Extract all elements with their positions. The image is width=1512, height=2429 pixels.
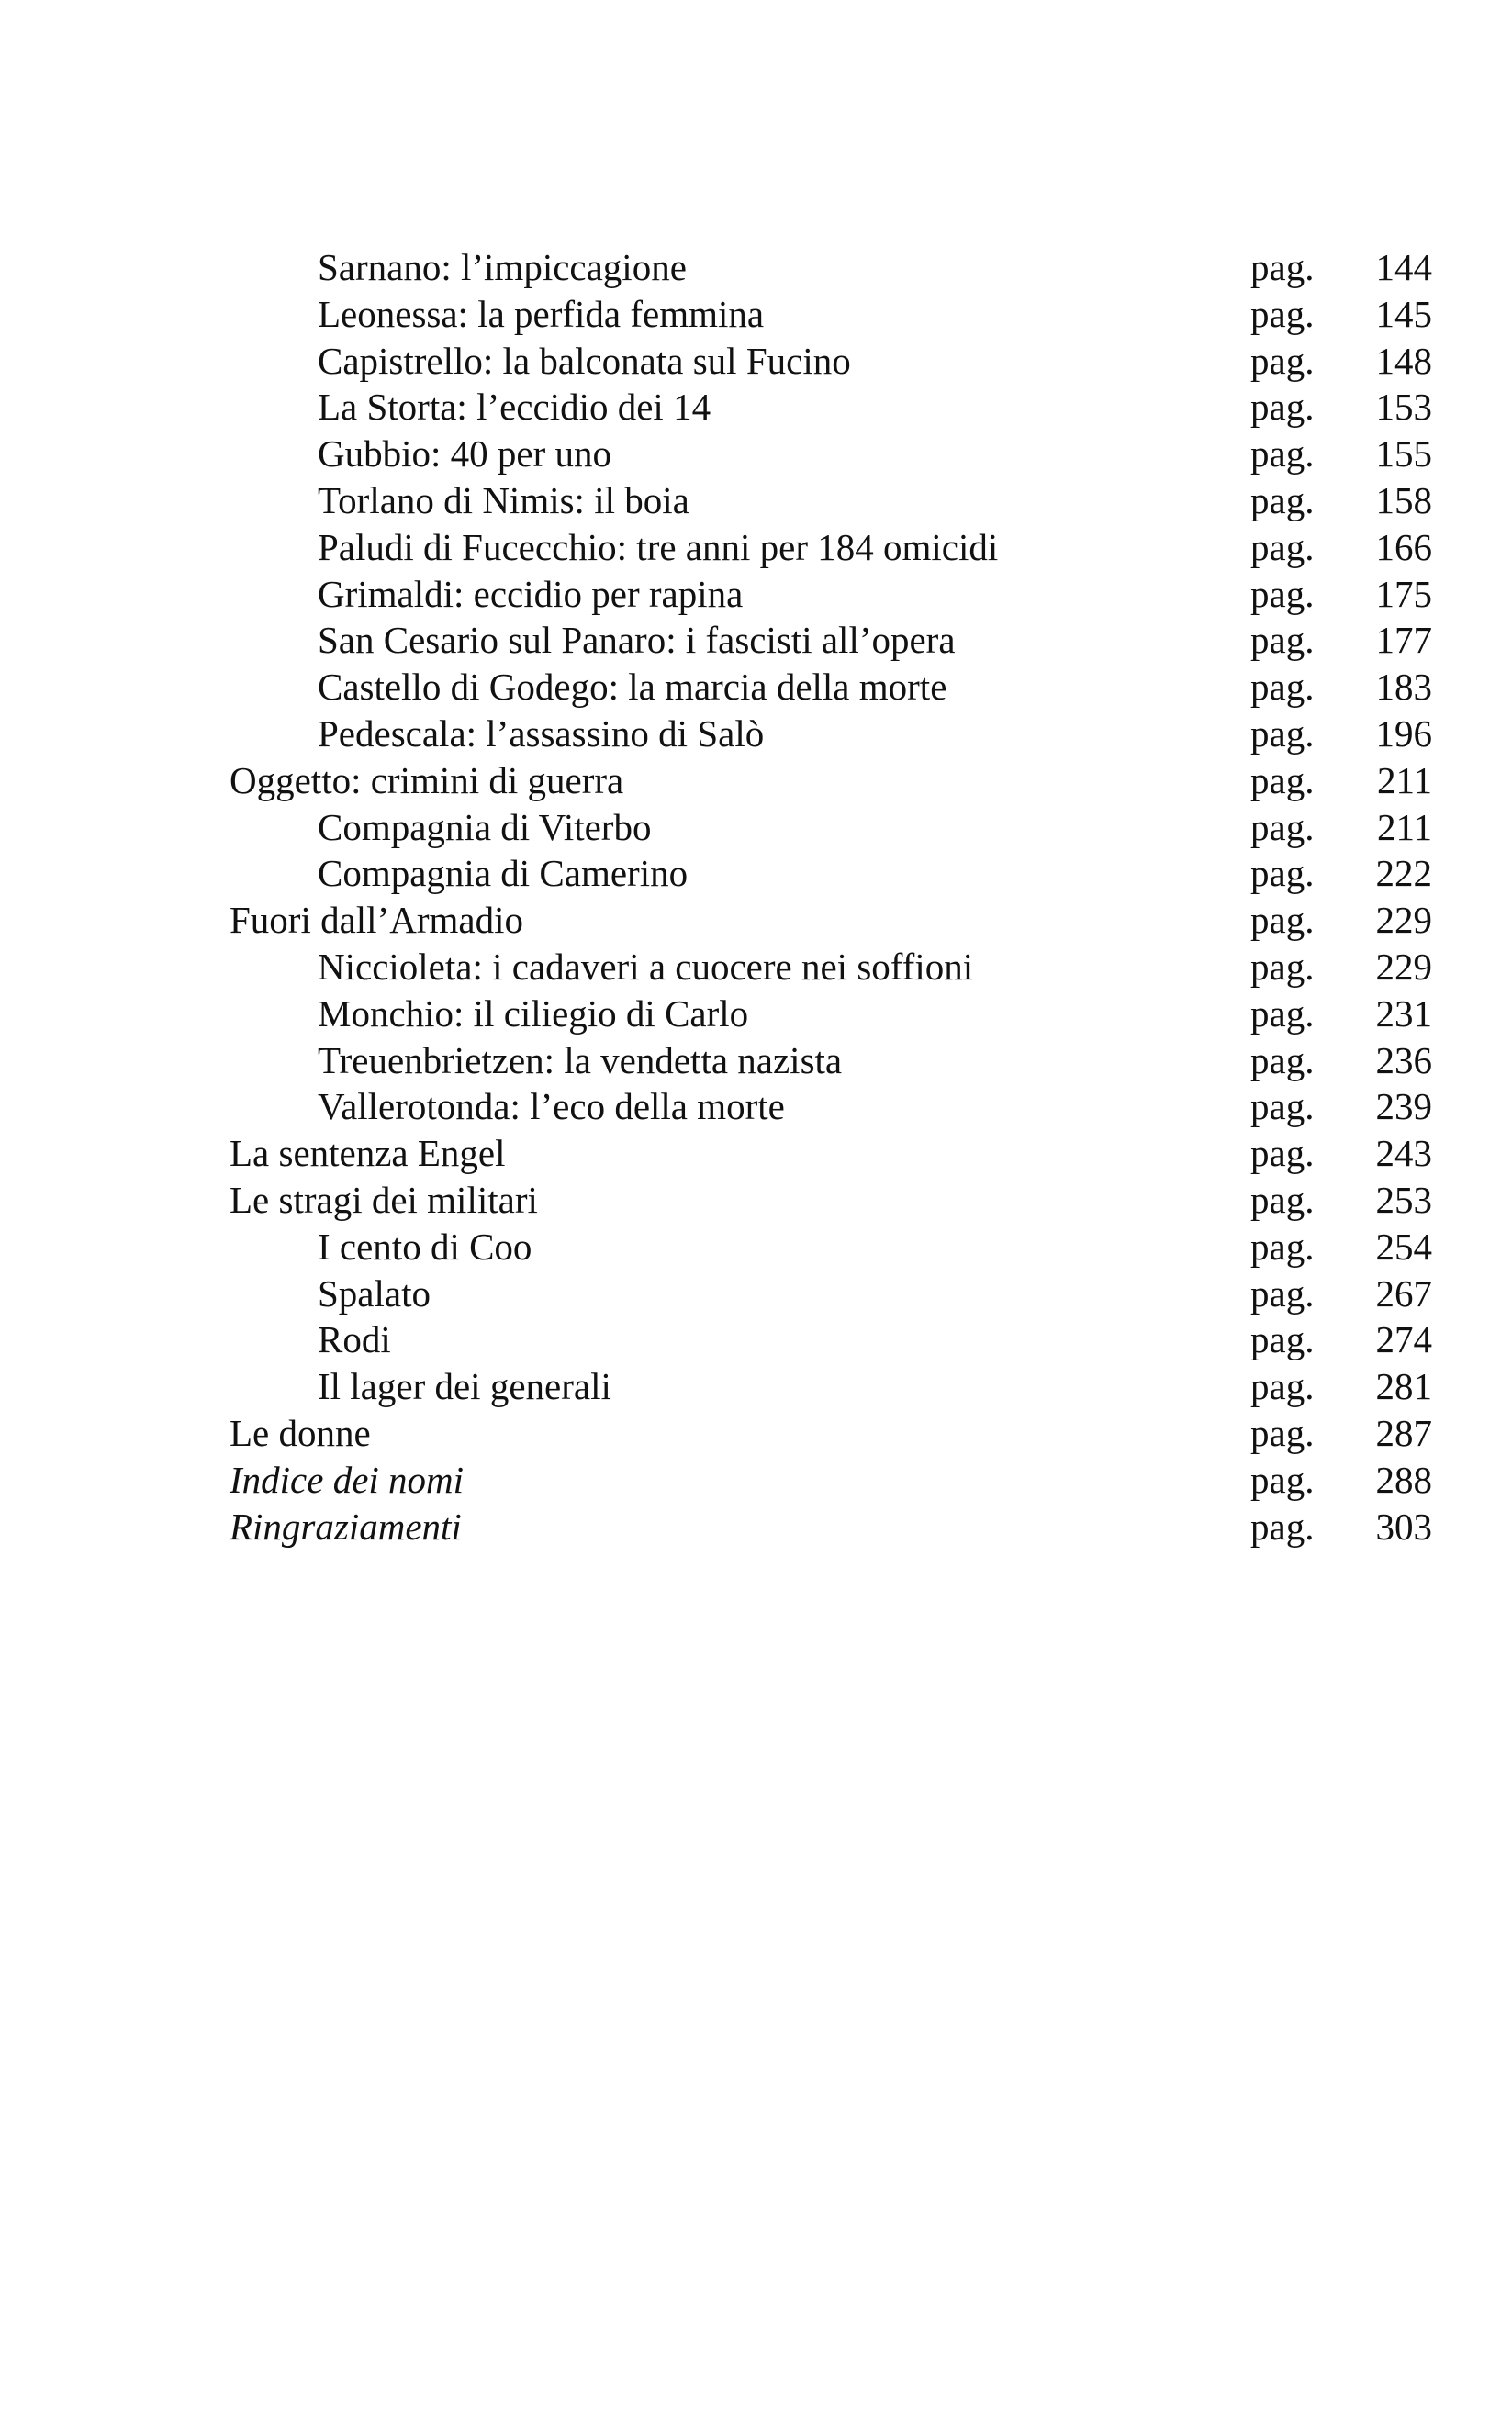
toc-entry-page-number: 183 [1375, 666, 1432, 709]
toc-entry-title: Sarnano: l’impiccagione [318, 246, 687, 288]
toc-entry-page-number: 155 [1375, 432, 1432, 476]
toc-entry-page-number: 274 [1375, 1318, 1432, 1361]
toc-entry [230, 291, 1432, 338]
toc-entry [230, 1083, 1432, 1130]
toc-entry-title: La Storta: l’eccidio dei 14 [318, 386, 711, 429]
toc-entry-page-number: 239 [1375, 1085, 1432, 1128]
toc-entry-page-number: 236 [1375, 1038, 1432, 1081]
toc-entry-page-number: 158 [1375, 478, 1432, 521]
toc-entry-title: Capistrello: la balconata sul Fucino [318, 339, 851, 382]
toc-entry [230, 991, 1432, 1037]
toc-entry-title: Castello di Godego: la marcia della morte [318, 666, 947, 709]
toc-entry-pag-label: pag. [1250, 1505, 1315, 1548]
toc-entry [230, 431, 1432, 477]
toc-entry-title: Spalato [318, 1271, 431, 1315]
toc-entry-pag-label: pag. [1250, 711, 1315, 755]
toc-entry-pag-label: pag. [1250, 945, 1315, 988]
toc-entry-page-number: 231 [1375, 991, 1432, 1035]
toc-entry-pag-label: pag. [1250, 339, 1315, 382]
toc-entry-page-number: 153 [1375, 386, 1432, 429]
toc-entry [230, 944, 1432, 991]
toc-entry-title: Monchio: il ciliegio di Carlo [318, 991, 749, 1035]
toc-entry [230, 1504, 1432, 1550]
toc-entry [230, 1130, 1432, 1177]
toc-entry-page-number: 267 [1375, 1271, 1432, 1315]
toc-entry [230, 757, 1432, 804]
toc-entry [230, 1410, 1432, 1457]
toc-entry-title: Compagnia di Camerino [318, 852, 689, 895]
toc-entry-title: I cento di Coo [318, 1225, 532, 1268]
toc-entry-title: Le stragi dei militari [230, 1178, 538, 1221]
toc-entry-pag-label: pag. [1250, 852, 1315, 895]
toc-entry-pag-label: pag. [1250, 991, 1315, 1035]
toc-entry-title: San Cesario sul Panaro: i fascisti all’opera [318, 619, 956, 662]
toc-entry-page-number: 211 [1377, 805, 1432, 848]
toc-entry [230, 850, 1432, 897]
toc-entry [230, 1363, 1432, 1410]
toc-entry [230, 664, 1432, 711]
toc-entry-pag-label: pag. [1250, 1271, 1315, 1315]
toc-entry-pag-label: pag. [1250, 1225, 1315, 1268]
toc-entry-title: Compagnia di Viterbo [318, 805, 652, 848]
toc-entry [230, 711, 1432, 757]
toc-entry-title: Indice dei nomi [230, 1458, 465, 1501]
toc-entry-page-number: 281 [1375, 1365, 1432, 1408]
toc-entry [230, 1457, 1432, 1504]
toc-entry-page-number: 288 [1375, 1458, 1432, 1501]
toc-entry-pag-label: pag. [1250, 246, 1315, 288]
toc-entry-page-number: 175 [1375, 572, 1432, 615]
toc-entry [230, 804, 1432, 851]
toc-entry-pag-label: pag. [1250, 1411, 1315, 1454]
toc-entry-title: La sentenza Engel [230, 1132, 506, 1175]
toc-entry [230, 384, 1432, 431]
toc-entry [230, 477, 1432, 524]
toc-entry-pag-label: pag. [1250, 525, 1315, 568]
toc-entry [230, 338, 1432, 385]
toc-entry-pag-label: pag. [1250, 478, 1315, 521]
toc-entry-title: Paludi di Fucecchio: tre anni per 184 omicidi [318, 525, 999, 568]
toc-entry-page-number: 253 [1375, 1178, 1432, 1221]
toc-entry-pag-label: pag. [1250, 1365, 1315, 1408]
toc-entry-pag-label: pag. [1250, 1458, 1315, 1501]
toc-entry-pag-label: pag. [1250, 758, 1315, 801]
toc-entry-title: Torlano di Nimis: il boia [318, 478, 689, 521]
toc-entry-page-number: 222 [1375, 852, 1432, 895]
toc-entry-pag-label: pag. [1250, 619, 1315, 662]
toc-entry [230, 1316, 1432, 1363]
toc-entry-title: Vallerotonda: l’eco della morte [318, 1085, 785, 1128]
toc-entry [230, 1270, 1432, 1317]
toc-entry [230, 1177, 1432, 1224]
toc-entry-pag-label: pag. [1250, 1085, 1315, 1128]
toc-entry-page-number: 287 [1375, 1411, 1432, 1454]
toc-entry-title: Le donne [230, 1411, 371, 1454]
toc-entry-title: Rodi [318, 1318, 391, 1361]
toc-entry-pag-label: pag. [1250, 386, 1315, 429]
toc-entry-page-number: 254 [1375, 1225, 1432, 1268]
toc-entry-title: Il lager dei generali [318, 1365, 611, 1408]
toc-entry-page-number: 229 [1375, 945, 1432, 988]
toc-entry-page-number: 148 [1375, 339, 1432, 382]
toc-entry-pag-label: pag. [1250, 1132, 1315, 1175]
toc-entry [230, 571, 1432, 618]
table-of-contents [230, 244, 1432, 1550]
toc-entry [230, 1037, 1432, 1084]
toc-entry-page-number: 303 [1375, 1505, 1432, 1548]
toc-entry-page-number: 144 [1375, 246, 1432, 288]
toc-entry-page-number: 145 [1375, 292, 1432, 335]
toc-entry-page-number: 177 [1375, 619, 1432, 662]
toc-entry-pag-label: pag. [1250, 572, 1315, 615]
toc-entry-title: Ringraziamenti [230, 1505, 462, 1548]
toc-entry-pag-label: pag. [1250, 805, 1315, 848]
toc-entry-pag-label: pag. [1250, 1178, 1315, 1221]
toc-entry-page-number: 211 [1377, 758, 1432, 801]
toc-entry-title: Leonessa: la perfida femmina [318, 292, 765, 335]
toc-entry-pag-label: pag. [1250, 432, 1315, 476]
toc-entry-title: Niccioleta: i cadaveri a cuocere nei soffioni [318, 945, 974, 988]
toc-entry-pag-label: pag. [1250, 1038, 1315, 1081]
toc-entry-pag-label: pag. [1250, 666, 1315, 709]
toc-entry-title: Gubbio: 40 per uno [318, 432, 611, 476]
toc-entry [230, 524, 1432, 571]
toc-entry [230, 897, 1432, 944]
toc-entry-title: Grimaldi: eccidio per rapina [318, 572, 744, 615]
toc-entry-title: Fuori dall’Armadio [230, 899, 523, 942]
toc-entry-pag-label: pag. [1250, 1318, 1315, 1361]
toc-entry [230, 617, 1432, 664]
toc-entry-title: Treuenbrietzen: la vendetta nazista [318, 1038, 843, 1081]
toc-entry-page-number: 229 [1375, 899, 1432, 942]
toc-entry-pag-label: pag. [1250, 292, 1315, 335]
toc-entry-pag-label: pag. [1250, 899, 1315, 942]
toc-entry-title: Oggetto: crimini di guerra [230, 758, 624, 801]
toc-entry [230, 1224, 1432, 1270]
toc-entry [230, 244, 1432, 291]
toc-entry-title: Pedescala: l’assassino di Salò [318, 711, 765, 755]
toc-entry-page-number: 243 [1375, 1132, 1432, 1175]
toc-entry-page-number: 166 [1375, 525, 1432, 568]
toc-entry-page-number: 196 [1375, 711, 1432, 755]
